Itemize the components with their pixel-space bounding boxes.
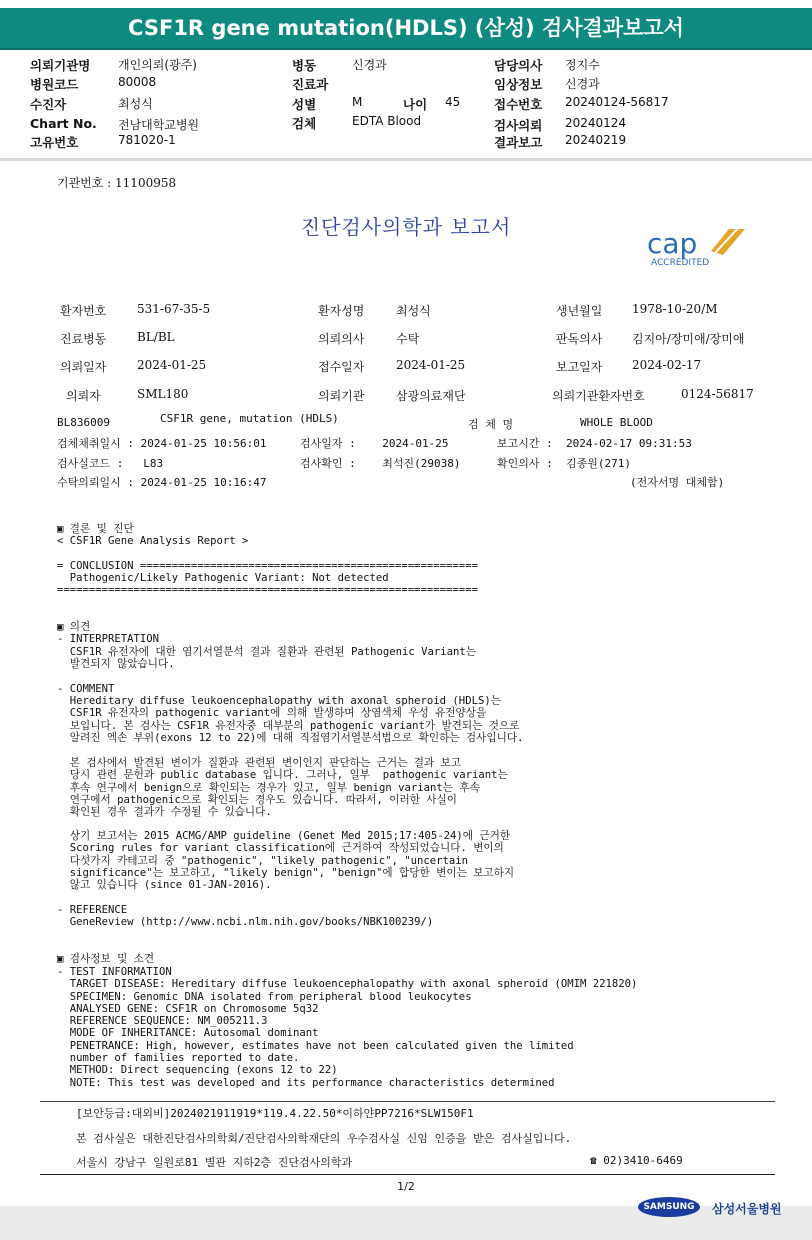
header-label-doctor: 담당의사 [494,58,543,73]
header-value-clinical-info: 신경과 [565,77,600,91]
report-title-bar: CSF1R gene mutation(HDLS) (삼성) 검사결과보고서 [0,8,812,48]
samsung-logo: SAMSUNG [638,1197,700,1217]
patient-value-1-1: 531-67-35-5 [137,302,211,316]
header-value-requester: 개인의뢰(광주) [118,58,197,72]
meta-row-2-c: 확인의사 : 김종원(271) [497,457,631,470]
header-value-result-report: 20240219 [565,133,627,147]
certification-line: 본 검사실은 대한진단검사의학회/진단검사의학재단의 우수검사실 신임 인증을 받은 검사실입니다. [76,1132,572,1145]
header-label-receipt-no: 접수번호 [494,97,543,112]
specimen-value: WHOLE BLOOD [580,416,653,429]
section-opinion-heading: ▣ 의견 [57,621,91,633]
patient-label-2-1: 진료병동 [60,332,107,346]
header-label-clinical-info: 임상정보 [494,77,543,92]
test-code: BL836009 [57,416,110,429]
header-label-hospital-code: 병원코드 [30,77,79,92]
patient-label-1-3: 생년월일 [556,304,603,318]
header-value-unique-no: 781020-1 [118,133,176,147]
header-value-sex: M [352,95,363,109]
header-label-department: 진료과 [292,77,329,92]
header-value-doctor: 정지수 [565,58,600,72]
header-value-ward: 신경과 [352,58,387,72]
lab-phone: ☎ 02)3410-6469 [590,1154,683,1167]
meta-row-1-b: 검사일자 : 2024-01-25 [300,437,449,450]
header-label-unique-no: 고유번호 [30,135,79,150]
section-conclusion-subtitle: < CSF1R Gene Analysis Report > [57,535,249,547]
samsung-hospital-name: 삼성서울병원 [712,1202,782,1216]
patient-label-2-2: 의뢰의사 [318,332,365,346]
reference-body: GeneReview (http://www.ncbi.nlm.nih.gov/books/NBK100239/) [57,916,434,928]
header-label-test-request: 검사의뢰 [494,118,543,133]
lab-address: 서울시 강남구 일원로81 별관 지하2층 진단검사의학과 [76,1156,353,1169]
header-value-receipt-no: 20240124-56817 [565,95,669,109]
patient-value-1-2: 최성식 [396,304,431,318]
section-test-info-heading: ▣ 검사정보 및 소견 [57,953,155,965]
patient-value-3-2: 2024-01-25 [396,358,466,372]
header-value-patient: 최성식 [118,97,153,111]
header-value-chart-no: 전남대학교병원 [118,118,200,132]
comment-heading: - COMMENT [57,683,115,695]
header-value-hospital-code: 80008 [118,75,157,89]
header-label-chart-no: Chart No. [30,116,97,131]
footer-bottom-rule [40,1174,775,1175]
meta-row-3-a: 수탁의뢰일시 : 2024-01-25 10:16:47 [57,476,267,489]
patient-label-4-2: 의뢰기관 [318,389,365,403]
patient-label-3-1: 의뢰일자 [60,360,107,374]
patient-value-3-1: 2024-01-25 [137,358,207,372]
section-conclusion-heading: ▣ 결론 및 진단 [57,523,134,535]
patient-value-4-3: 0124-56817 [681,387,754,401]
header-value-age: 45 [445,95,461,109]
scanned-report-document [0,161,812,1206]
department-report-title: 진단검사의학과 보고서 [300,215,512,239]
comment-paragraph-1: Hereditary diffuse leukoencephalopathy with axonal spheroid (HDLS)는 CSF1R 유전자의 pathogenic variant에 의해 발생하며 상염색체 우성 유전양상을 보입니다. 본 검사는 CSF1R 유전자중 대부분의 pathogenic variant가 발견되는 것으로 알려진 엑손 부위(exons 12 to 22)에 대해 직접염기서열분석법으로 확인하는 검사입니다. [69,695,524,744]
patient-value-4-2: 삼광의료재단 [396,389,466,403]
header-label-ward: 병동 [292,58,317,73]
header-label-age: 나이 [403,97,428,112]
header-value-specimen: EDTA Blood [352,114,422,128]
patient-label-3-2: 접수일자 [318,360,365,374]
header-label-requester: 의뢰기관명 [30,58,91,73]
comment-paragraph-3: 상기 보고서는 2015 ACMG/AMP guideline (Genet Med 2015;17:405-24)에 근거한 Scoring rules for variant classification에 근거하여 작성되었습니다. 변이의 다섯가지 카테고리 중 "pathogenic", "likely pathogenic", "uncertain significance"는 보고하고, "likely benign", "benign"에 합당한 변이는 보고하지 않고 있습니다 (since 01-JAN-2016). [69,830,515,892]
header-label-sex: 성별 [292,97,317,112]
patient-label-3-3: 보고일자 [556,360,603,374]
header-value-test-request: 20240124 [565,116,627,130]
meta-row-2-a: 검사실코드 : L83 [57,457,164,470]
conclusion-top-rule: = CONCLUSION ===================================================== [57,560,478,572]
institution-number: 기관번호 : 11100958 [57,176,177,190]
page-number: 1/2 [397,1180,415,1193]
title-bar-shadow [0,48,812,50]
interpretation-body: CSF1R 유전자에 대한 염기서열분석 결과 질환과 관련된 Pathogenic Variant는 발견되지 않았습니다. [69,646,476,671]
patient-label-4-1: 의뢰자 [66,389,101,403]
meta-row-2-b: 검사확인 : 최석진(29038) [300,457,461,470]
meta-row-1-c: 보고시간 : 2024-02-17 09:31:53 [497,437,692,450]
patient-value-3-3: 2024-02-17 [632,358,702,372]
header-label-result-report: 결과보고 [494,135,543,150]
cap-accredited-text: ACCREDITED [651,258,710,268]
patient-value-2-3: 김지아/장미애/장미애 [632,332,745,346]
cap-logo-text: cap [647,227,698,260]
patient-label-2-3: 판독의사 [556,332,603,346]
patient-label-1-2: 환자성명 [318,304,365,318]
patient-value-2-1: BL/BL [137,330,175,344]
conclusion-result: Pathogenic/Likely Pathogenic Variant: Not detected [57,572,389,584]
patient-value-1-3: 1978-10-20/M [632,302,718,316]
comment-paragraph-2: 본 검사에서 발견된 변이가 질환과 관련된 변이인지 판단하는 근거는 결과 보고 당시 관련 문헌과 public database 입니다. 그러나, 일부 pathogenic variant는 후속 연구에서 benign으로 확인되는 경우가 있고, 일부 benign variant는 후속 연구에서 pathogenic으로 확인되는 경우도 있습니다. 따라서, 이러한 사실이 확인된 경우 결과가 수정될 수 있습니다. [69,757,508,819]
conclusion-bottom-rule: ================================================================== [57,584,478,596]
patient-value-2-2: 수탁 [396,332,420,346]
reference-heading: - REFERENCE [57,904,128,916]
header-label-patient: 수진자 [30,97,67,112]
meta-row-1-a: 검체채취일시 : 2024-01-25 10:56:01 [57,437,267,450]
test-name: CSF1R gene, mutation (HDLS) [160,412,339,425]
patient-value-4-1: SML180 [137,387,189,401]
interpretation-heading: - INTERPRETATION [57,633,160,645]
patient-label-4-3: 의뢰기관환자번호 [552,389,645,403]
specimen-label: 검 체 명 [468,418,514,431]
header-label-specimen: 검체 [292,116,317,131]
security-line: [보안등급:대외비]2024021911919*119.4.22.50*이하얀PP7216*SLW150F1 [76,1107,474,1120]
footer-rule [40,1101,775,1102]
cap-accredited-logo [645,219,755,271]
meta-row-3-c: (전자서명 대체함) [630,476,725,489]
test-information-block: - TEST INFORMATION TARGET DISEASE: Hereditary diffuse leukoencephalopathy with axonal spheroid (OMIM 221820) SPECIMEN: Genomic DNA isolated from peripheral blood leukocytes ANALYSED GENE: CSF1R on Chromosome 5q32 REFERENCE SEQUENCE: NM_005211.3 MODE OF INHERITANCE: Autosomal dominant PENETRANCE: High, however, estimates have not been calculated given the limited number of families reported to date. METHOD: Direct sequencing (exons 12 to 22) NOTE: This test was developed and its performance characteristics determined [57,966,638,1089]
patient-label-1-1: 환자번호 [60,304,107,318]
